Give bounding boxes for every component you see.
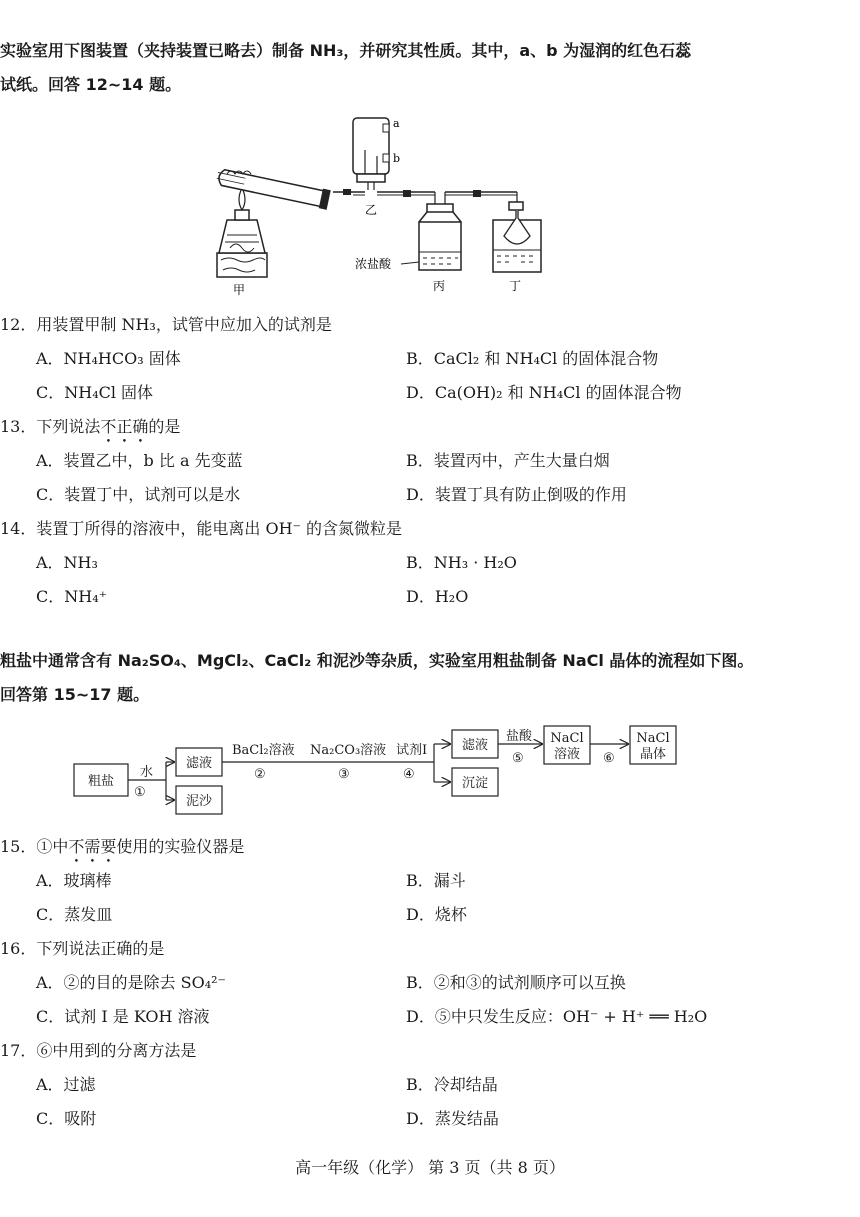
step-5-number: ⑤ [512,751,524,766]
q12-option-a: A．NH₄HCO₃ 固体 [36,349,181,368]
box-precipitate-label: 沉淀 [461,776,489,791]
q13-option-a: A．装置乙中，b 比 a 先变蓝 [36,451,243,470]
q14-option-d: D．H₂O [406,587,469,606]
q17-option-c: C．吸附 [36,1109,97,1128]
q12-option-d: D．Ca(OH)₂ 和 NH₄Cl 的固体混合物 [406,383,682,402]
box-sand-label: 泥沙 [185,794,213,809]
q15-stem [0,834,244,857]
q16-option-b: B．②和③的试剂顺序可以互换 [406,973,626,992]
q13-option-c: C．装置丁中，试剂可以是水 [36,485,241,504]
q13-option-d: D．装置丁具有防止倒吸的作用 [406,485,627,504]
q13-stem-pre: 13．下列说法 [0,417,101,436]
q15-emphasis-3: 要 [100,837,117,856]
q15-option-c: C．蒸发皿 [36,905,113,924]
q17-option-d: D．蒸发结晶 [406,1109,499,1128]
section-intro-1 [0,34,830,102]
label-yi: 乙 [365,203,378,217]
page-footer: 高一年级（化学） 第 3 页（共 8 页） [295,1158,565,1177]
step-3-reagent: Na₂CO₃溶液 [310,743,387,758]
q16-stem: 16．下列说法正确的是 [0,939,165,958]
section-intro-2 [0,644,830,712]
box-filtrate-2-label: 滤液 [461,738,489,753]
q15-stem-pre: 15．①中 [0,837,69,856]
q17-stem: 17．⑥中用到的分离方法是 [0,1041,197,1060]
q14-stem: 14．装置丁所得的溶液中，能电离出 OH⁻ 的含氮微粒是 [0,519,403,538]
box-filtrate-1-label: 滤液 [185,756,213,771]
step-1-reagent: 水 [140,765,154,780]
label-a: a [393,117,400,130]
q13-option-b: B．装置丙中，产生大量白烟 [406,451,610,470]
q15-option-b: B．漏斗 [406,871,466,890]
box-nacl-crystal-line-1: NaCl [636,731,670,746]
q16-option-d: D．⑤中只发生反应：OH⁻ + H⁺ ══ H₂O [406,1007,708,1026]
q15-option-a: A．玻璃棒 [36,871,112,890]
q15-emphasis-2: 需 [84,837,101,856]
step-2-reagent: BaCl₂溶液 [232,743,295,758]
q16-option-c: C．试剂 I 是 KOH 溶液 [36,1007,210,1026]
q15-stem-post: 使用的实验仪器是 [116,837,245,856]
salt-purification-flowchart [70,724,690,820]
label-b: b [393,152,401,165]
label-ding: 丁 [509,279,522,293]
intro-2-line-1: 粗盐中通常含有 Na₂SO₄、MgCl₂、CaCl₂ 和泥沙等杂质，实验室用粗盐制备 NaCl 晶体的流程如下图。 [0,651,754,670]
q13-stem-post: 的是 [148,417,181,436]
intro-1-line-1: 实验室用下图装置（夹持装置已略去）制备 NH₃，并研究其性质。其中，a、b 为湿润的红色石蕊 [0,41,692,60]
q17-option-a: A．过滤 [36,1075,96,1094]
box-crude-salt-label: 粗盐 [87,774,115,789]
step-2-number: ② [254,767,266,782]
ammonia-apparatus-diagram [205,110,545,300]
q12-stem: 12．用装置甲制 NH₃，试管中应加入的试剂是 [0,315,332,334]
q15-emphasis-1: 不 [68,837,85,856]
q13-emphasis-3: 确 [132,417,149,436]
step-5-reagent: 盐酸 [506,729,533,744]
label-jia: 甲 [233,283,246,297]
q14-option-a: A．NH₃ [36,553,98,572]
q13-stem [0,414,180,437]
box-nacl-solution-line-2: 溶液 [553,747,581,762]
step-6-number: ⑥ [603,751,615,766]
label-bing: 丙 [433,279,446,293]
q14-option-c: C．NH₄⁺ [36,587,108,606]
step-4-reagent: 试剂I [396,743,428,758]
q15-option-d: D．烧杯 [406,905,467,924]
q12-option-c: C．NH₄Cl 固体 [36,383,154,402]
q13-emphasis-2: 正 [116,417,133,436]
intro-1-line-2: 试纸。回答 12~14 题。 [0,75,182,94]
label-conc-hcl: 浓盐酸 [355,257,392,271]
q17-option-b: B．冷却结晶 [406,1075,498,1094]
q16-option-a: A．②的目的是除去 SO₄²⁻ [36,973,226,992]
q13-emphasis-1: 不 [100,417,117,436]
q12-option-b: B．CaCl₂ 和 NH₄Cl 的固体混合物 [406,349,659,368]
step-4-number: ④ [403,767,415,782]
step-3-number: ③ [338,767,350,782]
q14-option-b: B．NH₃ · H₂O [406,553,517,572]
step-1-number: ① [134,785,146,800]
box-nacl-solution-line-1: NaCl [550,731,584,746]
intro-2-line-2: 回答第 15~17 题。 [0,685,150,704]
box-nacl-crystal-line-2: 晶体 [639,747,667,762]
